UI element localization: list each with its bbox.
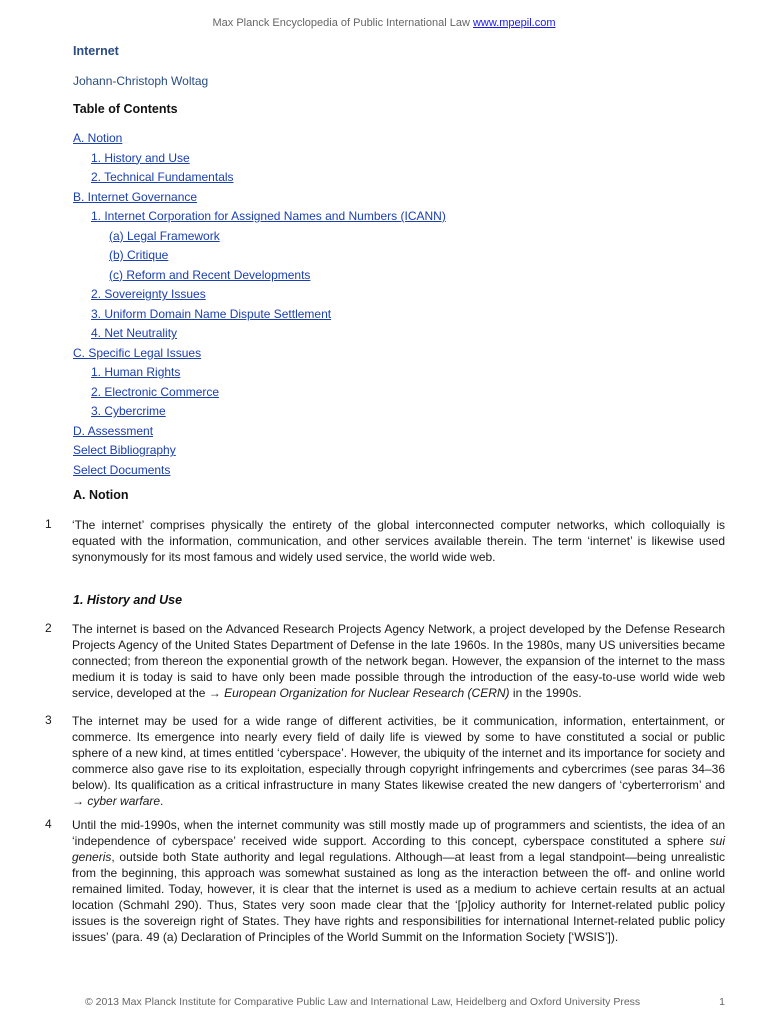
toc-item	[73, 423, 446, 443]
toc-link[interactable]: 2. Technical Fundamentals	[91, 170, 234, 184]
toc-link[interactable]: A. Notion	[73, 131, 123, 145]
paragraph-4	[45, 817, 725, 945]
toc-link[interactable]: 1. Human Rights	[91, 365, 181, 379]
toc-item	[73, 247, 446, 267]
footer-copyright: © 2013 Max Planck Institute for Comparative Public Law and International Law, Heidelberg and Oxford University Press	[85, 996, 641, 1008]
toc-item	[73, 267, 446, 287]
paragraph-text: Until the mid-1990s, when the internet community was still mostly made up of programmers and scientists, the idea of an ‘independence of cyberspace’ received wide support. According to this concept, cyberspace constituted a sphere sui generis, outside both State authority and legal regulations. Although—at least from a legal standpoint—being unrealistic from the beginning, this approach was somewhat sustained as long as the interaction between the off- and online world remained limited. Today, however, it is clear that the internet is used as a medium to achieve certain results at an actual location (Schmahl 290). Thus, States very soon made clear that the ‘[p]olicy authority for Internet-related public policy issues is the sovereign right of States. They have rights and responsibilities for international Internet-related public policy issues’ (para. 49 (a) Declaration of Principles of the World Summit on the Information Society [‘WSIS’]).	[72, 818, 725, 944]
toc-item	[73, 130, 446, 150]
toc-link[interactable]: Select Bibliography	[73, 443, 176, 457]
toc-item	[73, 306, 446, 326]
toc-item	[73, 364, 446, 384]
table-of-contents	[73, 130, 446, 481]
toc-item	[73, 462, 446, 482]
toc-link[interactable]: 2. Electronic Commerce	[91, 384, 220, 399]
toc-item	[73, 442, 446, 462]
toc-link[interactable]: (a) Legal Framework	[109, 228, 220, 243]
toc-item	[73, 345, 446, 365]
paragraph-number: 4	[45, 817, 52, 831]
article-title: Internet	[73, 44, 119, 58]
toc-heading: Table of Contents	[73, 102, 178, 116]
paragraph-text: The internet may be used for a wide range of different activities, be it communication, information, entertainment, or commerce. Its emergence into nearly every field of daily life is viewed by some to have constituted a social or public sphere of a new kind, at times entitled ‘cyberspace’. However, the ubiquity of the internet and its importance for society and commerce also gave rise to its exploitation, especially through copyright infringements and cybercrimes (see paras 34–36 below). Its qualification as a critical infrastructure in many States likewise created the new dangers of ‘cyberterrorism’ and → cyber warfare.	[72, 714, 725, 808]
toc-link[interactable]: 3. Cybercrime	[91, 404, 166, 418]
toc-item	[73, 228, 446, 248]
cross-reference-link[interactable]: cyber warfare	[87, 794, 161, 808]
paragraph-number: 2	[45, 621, 52, 635]
paragraph-text: The internet is based on the Advanced Research Projects Agency Network, a project developed by the Defense Research Projects Agency of the United States Department of Defense in the late 1960s. In the 1980s, many US universities became connected; from thereon the exponential growth of the network began. However, the expansion of the internet to the mass medium it is today is said to have only been made possible through the introduction of the easy-to-use world wide web service, developed at the → European Organization for Nuclear Research (CERN) in the 1990s.	[72, 622, 725, 700]
section-heading-notion: A. Notion	[73, 488, 129, 502]
toc-item	[73, 208, 446, 228]
header-link[interactable]: www.mpepil.com	[472, 17, 556, 29]
toc-item	[73, 325, 446, 345]
toc-item	[73, 403, 446, 423]
cross-reference-link[interactable]: European Organization for Nuclear Research (CERN)	[224, 686, 510, 700]
toc-link[interactable]: Select Documents	[73, 462, 171, 477]
toc-item	[73, 150, 446, 170]
article-author: Johann-Christoph Woltag	[73, 74, 209, 88]
header-text: Max Planck Encyclopedia of Public International Law	[212, 17, 470, 29]
toc-item	[73, 286, 446, 306]
toc-link[interactable]: 1. Internet Corporation for Assigned Names and Numbers (ICANN)	[91, 209, 446, 223]
toc-link[interactable]: 4. Net Neutrality	[91, 326, 178, 340]
paragraph-text: ‘The internet’ comprises physically the entirety of the global interconnected computer networks, which colloquially is equated with the information, communication, and other services available therein. The term ‘internet’ is likewise used synonymously for its most famous and widely used service, the world wide web.	[72, 518, 725, 564]
toc-link[interactable]: 3. Uniform Domain Name Dispute Settlement	[91, 306, 332, 321]
toc-link[interactable]: (c) Reform and Recent Developments	[109, 267, 311, 282]
toc-link[interactable]: C. Specific Legal Issues	[73, 345, 202, 360]
toc-link[interactable]: 2. Sovereignty Issues	[91, 287, 206, 301]
page-number: 1	[719, 996, 725, 1008]
paragraph-1	[45, 517, 725, 565]
toc-item	[73, 384, 446, 404]
paragraph-number: 3	[45, 713, 52, 727]
latin-term: sui generis	[72, 834, 725, 864]
paragraph-number: 1	[45, 517, 52, 531]
page-footer	[85, 996, 725, 1008]
toc-link[interactable]: D. Assessment	[73, 423, 154, 438]
page-header	[0, 17, 768, 29]
toc-item	[73, 169, 446, 189]
paragraph-3	[45, 713, 725, 809]
paragraph-2	[45, 621, 725, 701]
toc-item	[73, 189, 446, 209]
toc-link[interactable]: (b) Critique	[109, 248, 169, 262]
toc-link[interactable]: B. Internet Governance	[73, 189, 198, 204]
subsection-heading-history: 1. History and Use	[73, 593, 183, 607]
toc-link[interactable]: 1. History and Use	[91, 150, 190, 165]
